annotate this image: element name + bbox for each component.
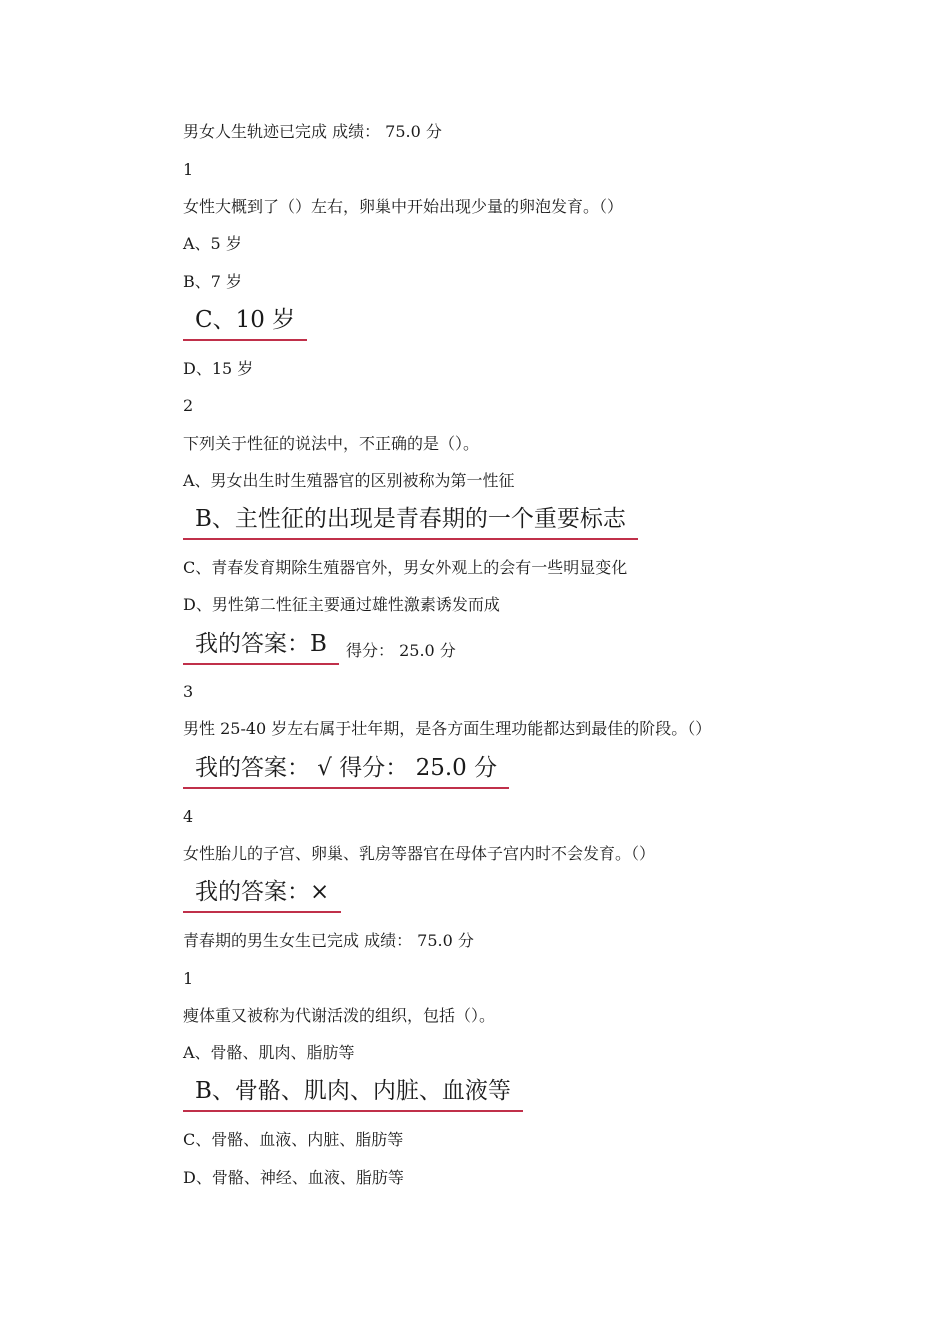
option-b-highlighted: B、骨骼、肌肉、内脏、血液等 <box>183 1076 523 1112</box>
option-c: C、青春发育期除生殖器官外，男女外观上的会有一些明显变化 <box>183 558 628 577</box>
question-number: 4 <box>183 807 194 826</box>
question-text: 下列关于性征的说法中，不正确的是（）。 <box>183 434 480 453</box>
score: 得分： 25.0 分 <box>346 641 456 660</box>
question-number: 2 <box>183 396 194 415</box>
question-text: 女性胎儿的子宫、卵巢、乳房等器官在母体子宫内时不会发育。（） <box>183 844 656 863</box>
option-a: A、男女出生时生殖器官的区别被称为第一性征 <box>183 471 515 490</box>
question-text: 男性 25-40 岁左右属于壮年期，是各方面生理功能都达到最佳的阶段。（） <box>183 719 712 738</box>
my-answer: 我的答案：B <box>183 629 339 665</box>
option-c: C、骨骼、血液、内脏、脂肪等 <box>183 1130 404 1149</box>
option-a: A、5 岁 <box>183 234 242 253</box>
option-d: D、骨骼、神经、血液、脂肪等 <box>183 1168 404 1187</box>
section-header: 男女人生轨迹已完成 成绩： 75.0 分 <box>183 122 442 141</box>
question-number: 1 <box>183 969 194 988</box>
option-b-highlighted: B、主性征的出现是青春期的一个重要标志 <box>183 504 638 540</box>
question-text: 瘦体重又被称为代谢活泼的组织，包括（）。 <box>183 1006 496 1025</box>
option-b: B、7 岁 <box>183 272 243 291</box>
option-a: A、骨骼、肌肉、脂肪等 <box>183 1043 355 1062</box>
question-number: 3 <box>183 682 194 701</box>
option-c-highlighted: C、10 岁 <box>183 305 307 341</box>
section-header: 青春期的男生女生已完成 成绩： 75.0 分 <box>183 931 474 950</box>
my-answer: 我的答案：× <box>183 877 341 913</box>
my-answer: 我的答案： √ 得分： 25.0 分 <box>183 753 509 789</box>
option-d: D、15 岁 <box>183 359 254 378</box>
question-number: 1 <box>183 160 194 179</box>
option-d: D、男性第二性征主要通过雄性激素诱发而成 <box>183 595 500 614</box>
question-text: 女性大概到了（）左右，卵巢中开始出现少量的卵泡发育。（） <box>183 197 624 216</box>
